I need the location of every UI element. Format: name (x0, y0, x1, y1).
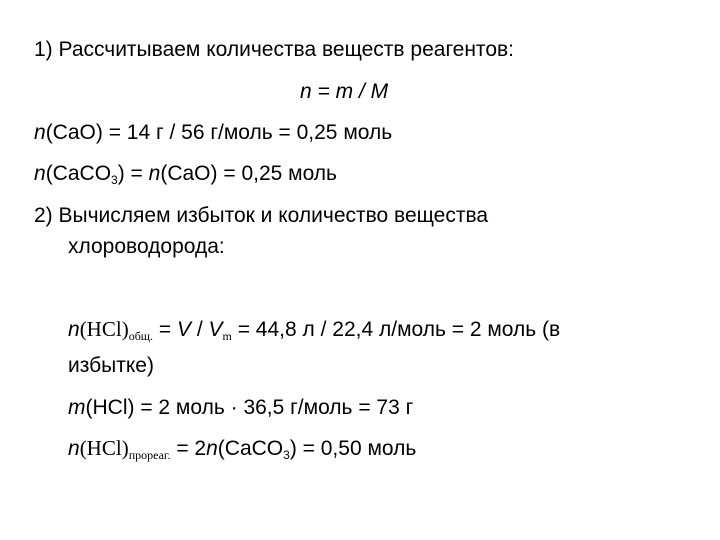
var-n: n (68, 437, 80, 460)
formula-part: (CaO) = 0,25 моль (160, 162, 337, 185)
step1-heading: 1) Рассчитываем количества веществ реагентов: (34, 38, 514, 61)
formula-part: = (153, 318, 177, 341)
subscript: m (222, 329, 232, 343)
var-Vm: V (208, 318, 223, 341)
line-n-cao (34, 121, 392, 145)
formula-part: ) = 0,50 моль (289, 437, 417, 460)
var-n: n (206, 437, 218, 460)
var-n: n (148, 162, 161, 185)
formula-part: (HCl) (79, 317, 129, 341)
subscript: 3 (283, 448, 290, 462)
var-V: V (176, 318, 191, 341)
formula-part: (CaCO (45, 162, 112, 185)
formula-part: (HCl) (79, 436, 129, 460)
var-n: n (34, 162, 46, 185)
formula-part: / (191, 318, 209, 341)
line-n-hcl-reacted (68, 436, 416, 461)
formula-n-m-M: n = m / M (300, 80, 389, 103)
formula-part: (CaCO (217, 437, 284, 460)
formula-part: = 2 (170, 437, 207, 460)
line-m-hcl (68, 396, 413, 420)
subscript: общ. (128, 329, 154, 343)
subscript: 3 (111, 173, 118, 187)
step2-heading-cont: хлороводорода: (68, 235, 225, 258)
formula-part: (HCl) = 2 моль · 36,5 г/моль = 73 г (85, 396, 414, 419)
line-n-hcl-total (68, 317, 560, 342)
line-n-cao-text: (CaO) = 14 г / 56 г/моль = 0,25 моль (45, 121, 393, 144)
step2-heading: 2) Вычисляем избыток и количество вещества (34, 204, 489, 227)
line-n-hcl-total-cont: избытке) (68, 354, 154, 377)
subscript: прореаг. (128, 448, 171, 462)
var-n: n (68, 318, 80, 341)
var-n: n (34, 121, 46, 144)
formula-part: ) = (117, 162, 149, 185)
var-m: m (68, 396, 86, 419)
formula-part: = 44,8 л / 22,4 л/моль = 2 моль (в (231, 318, 561, 341)
line-n-caco3 (34, 162, 337, 186)
